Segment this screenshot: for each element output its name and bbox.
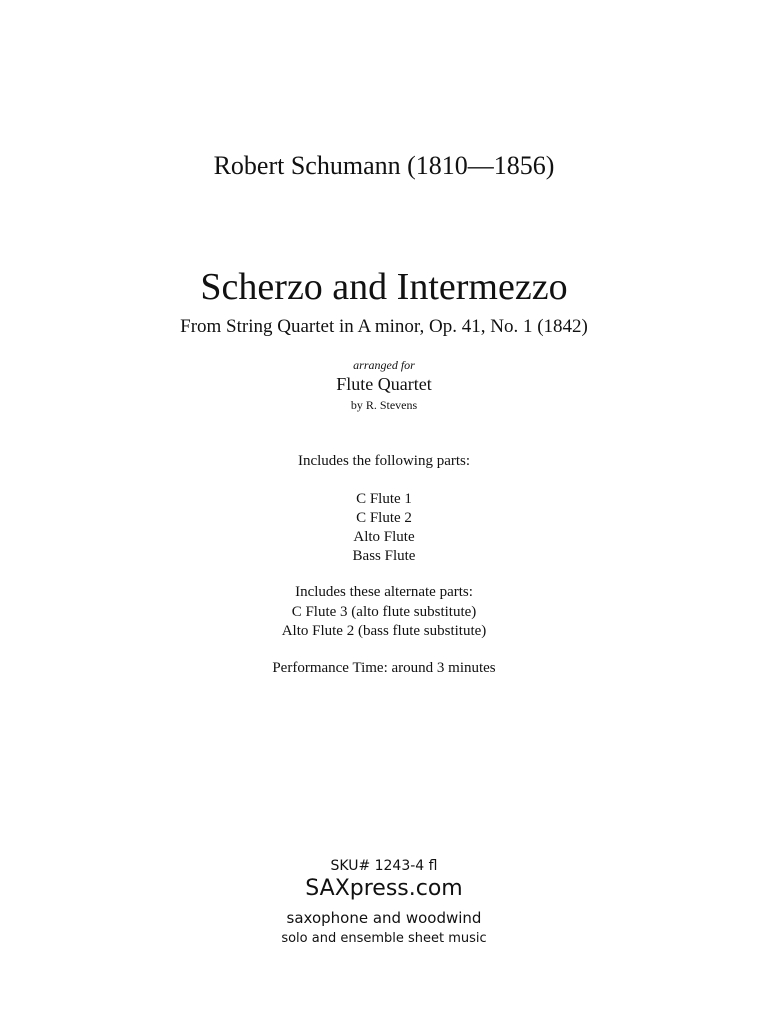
publisher-tagline: saxophone and woodwind [286, 909, 482, 927]
performance-time: Performance Time: around 3 minutes [272, 660, 496, 676]
publisher-brand: SAXpress.com [305, 876, 463, 901]
sku-number: SKU# 1243-4 fl [330, 858, 438, 874]
parts-heading: Includes the following parts: [297, 453, 471, 469]
arranger-credit: by R. Stevens [350, 398, 418, 412]
alternate-part-item: C Flute 3 (alto flute substitute) [291, 604, 477, 620]
ensemble-name: Flute Quartet [336, 374, 432, 394]
alternate-parts-heading: Includes these alternate parts: [295, 584, 473, 600]
work-subtitle: From String Quartet in A minor, Op. 41, No. 1 (1842) [180, 316, 588, 337]
part-item: C Flute 1 [356, 491, 412, 507]
arranged-for-label: arranged for [353, 358, 415, 372]
part-item: Alto Flute [353, 529, 415, 545]
part-item: C Flute 2 [356, 510, 412, 526]
composer-name: Robert Schumann (1810—1856) [213, 151, 555, 180]
parts-list [0, 490, 768, 566]
alternate-parts-list [0, 603, 768, 641]
part-item: Bass Flute [352, 548, 416, 564]
publisher-tagline-secondary: solo and ensemble sheet music [281, 931, 487, 946]
alternate-part-item: Alto Flute 2 (bass flute substitute) [281, 623, 487, 639]
work-title: Scherzo and Intermezzo [200, 266, 568, 308]
